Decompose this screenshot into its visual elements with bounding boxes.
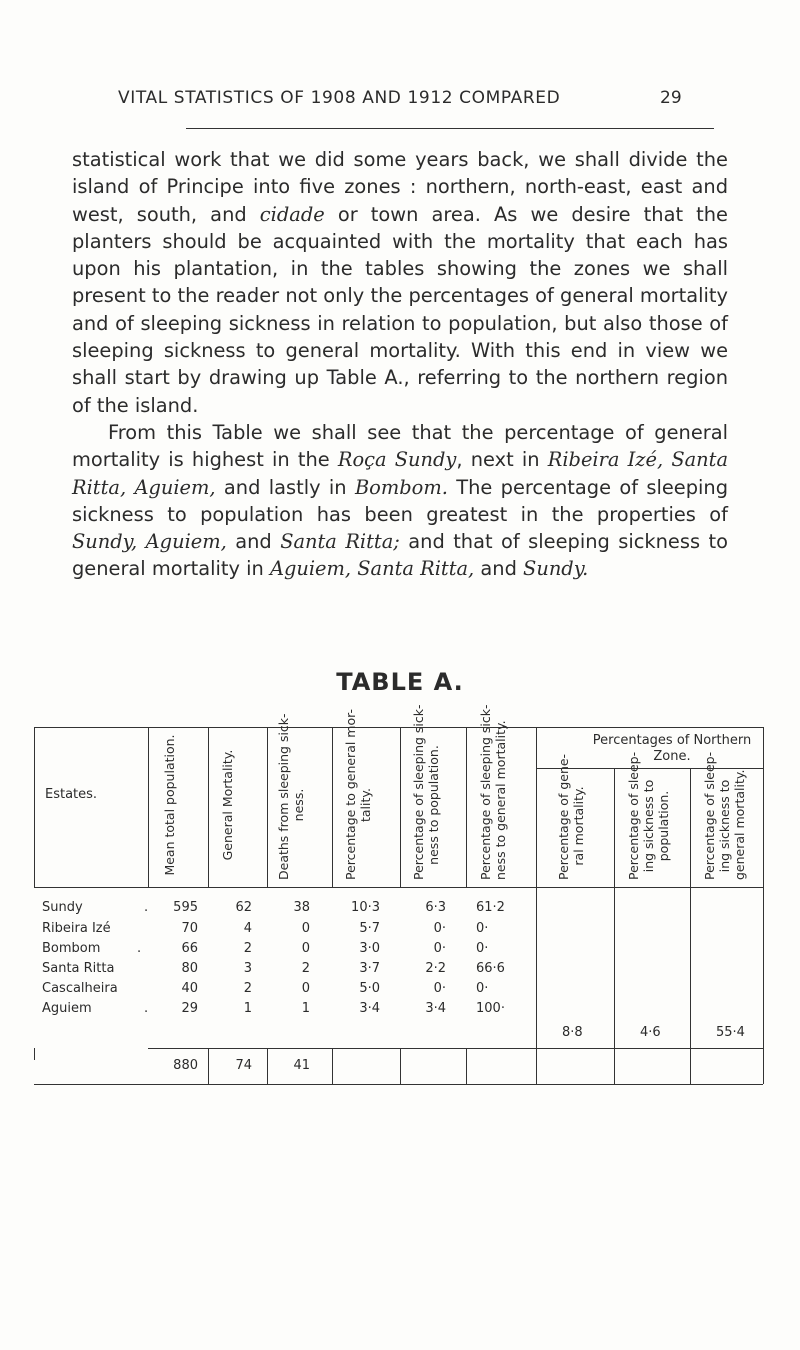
cell-deaths: 0 — [301, 941, 310, 956]
paragraph-2: From this Table we shall see that the percentage of general mortality is highest in the Roça Sundy, next in Ribeira Izé, Santa Ritta, Aguiem, and lastly in Bombom. The percentage of sleeping sickness to population has been greatest in the properties of Sundy, Aguiem, and Santa Ritta; and that of sleeping sickness to general mortality in Aguiem, Santa Ritta, and Sundy. — [72, 420, 729, 581]
zone-col-general: Percentage of gene- ral mortality. — [556, 753, 586, 880]
zone-col-sleep-pop: Percentage of sleep- ing sickness to population. — [626, 751, 671, 880]
col-header-pct-population: Percentage of sleeping sick- ness to population. — [411, 704, 441, 880]
paragraph-1: statistical work that we did some years back, we shall divide the island of Principe into five zones : northern, north-east, east and west, south, and cidade or town area. As we desire that the planters should be acquainted with the mortality that each has upon his plantation, in the tables showing the zones we shall present to the reader not only the percentages of general mortality and of sleeping sickness in relation to population, but also those of sleeping sickness to general mortality. With this end in view we shall start by drawing up Table A., referring to the northern region of the island. — [72, 148, 728, 417]
estate-name: Sundy — [42, 900, 83, 915]
total-deaths: 41 — [293, 1058, 310, 1073]
cell-deaths: 2 — [301, 961, 310, 976]
col-header-pct-general: Percentage to general mor- tality. — [343, 709, 373, 880]
cell-population: 80 — [181, 961, 198, 976]
total-mortality: 74 — [235, 1058, 252, 1073]
col-divider — [332, 727, 333, 887]
estate-name: Cascalheira — [42, 981, 118, 996]
cell-population: 70 — [181, 921, 198, 936]
cell-pct-mortality: 66·6 — [476, 961, 505, 976]
col-header-population: Mean total population. — [162, 734, 177, 876]
cell-pct-population: 0· — [433, 921, 446, 936]
cell-mortality: 3 — [243, 961, 252, 976]
estates-header: Estates. — [45, 787, 98, 802]
col-divider — [332, 1048, 333, 1084]
cell-pct-general: 10·3 — [351, 900, 380, 915]
cell-pct-general: 5·0 — [359, 981, 380, 996]
col-divider — [267, 727, 268, 887]
table-title: TABLE A. — [336, 668, 464, 696]
total-population: 880 — [173, 1058, 198, 1073]
col-divider — [148, 727, 149, 887]
cell-pct-population: 6·3 — [425, 900, 446, 915]
estate-name: Santa Ritta — [42, 961, 115, 976]
cell-pct-mortality: 0· — [476, 981, 489, 996]
cell-pct-general: 3·7 — [359, 961, 380, 976]
cell-pct-mortality: 0· — [476, 941, 489, 956]
running-title: VITAL STATISTICS OF 1908 AND 1912 COMPARED — [118, 88, 561, 108]
cell-mortality: 62 — [235, 900, 252, 915]
cell-pct-general: 5·7 — [359, 921, 380, 936]
col-header-deaths: Deaths from sleeping sick- ness. — [276, 713, 306, 880]
cell-population: 40 — [181, 981, 198, 996]
col-divider — [267, 1048, 268, 1084]
zone-header: Percentages of Northern Zone. — [592, 733, 752, 764]
leader-dot: . — [144, 1001, 149, 1016]
cell-deaths: 38 — [293, 900, 310, 915]
col-divider — [466, 1048, 467, 1084]
cell-pct-population: 0· — [433, 941, 446, 956]
leader-dot: . — [144, 900, 149, 915]
col-header-pct-mortality: Percentage of sleeping sick- ness to general mortality. — [478, 704, 508, 880]
col-divider — [614, 768, 615, 1084]
cell-mortality: 1 — [243, 1001, 252, 1016]
col-divider — [208, 1048, 209, 1084]
cell-pct-general: 3·0 — [359, 941, 380, 956]
cell-mortality: 2 — [243, 981, 252, 996]
col-divider — [690, 768, 691, 1084]
col-header-mortality: General Mortality. — [220, 749, 235, 861]
col-divider — [536, 727, 537, 1084]
zone-col-sleep-mort: Percentage of sleep- ing sickness to general mortality. — [702, 751, 747, 880]
estate-name: Ribeira Izé — [42, 921, 111, 936]
totals-rule-zone — [536, 1048, 763, 1049]
cell-pct-population: 3·4 — [425, 1001, 446, 1016]
table-border-right — [763, 727, 764, 1084]
totals-rule — [148, 1048, 536, 1049]
col-divider — [400, 727, 401, 887]
table-border-left-bottom — [34, 1048, 35, 1060]
col-divider — [208, 727, 209, 887]
zone-sleeping-to-population: 4·6 — [640, 1025, 661, 1040]
cell-population: 66 — [181, 941, 198, 956]
cell-population: 29 — [181, 1001, 198, 1016]
estate-name: Bombom — [42, 941, 101, 956]
table-border-bottom — [34, 1084, 763, 1085]
cell-pct-mortality: 0· — [476, 921, 489, 936]
cell-pct-general: 3·4 — [359, 1001, 380, 1016]
col-divider — [466, 727, 467, 887]
zone-sleeping-to-mortality: 55·4 — [716, 1025, 745, 1040]
header-bottom-rule — [34, 887, 763, 888]
cell-deaths: 1 — [301, 1001, 310, 1016]
cell-population: 595 — [173, 900, 198, 915]
cell-pct-mortality: 61·2 — [476, 900, 505, 915]
table-border-left — [34, 727, 35, 887]
leader-dot: . — [137, 941, 142, 956]
cell-mortality: 2 — [243, 941, 252, 956]
cell-pct-population: 0· — [433, 981, 446, 996]
zone-general-mortality: 8·8 — [562, 1025, 583, 1040]
table-border-top — [34, 727, 763, 728]
cell-deaths: 0 — [301, 981, 310, 996]
page-number: 29 — [660, 88, 682, 108]
col-divider — [400, 1048, 401, 1084]
cell-mortality: 4 — [243, 921, 252, 936]
cell-pct-population: 2·2 — [425, 961, 446, 976]
cell-pct-mortality: 100· — [476, 1001, 505, 1016]
estate-name: Aguiem — [42, 1001, 92, 1016]
cell-deaths: 0 — [301, 921, 310, 936]
